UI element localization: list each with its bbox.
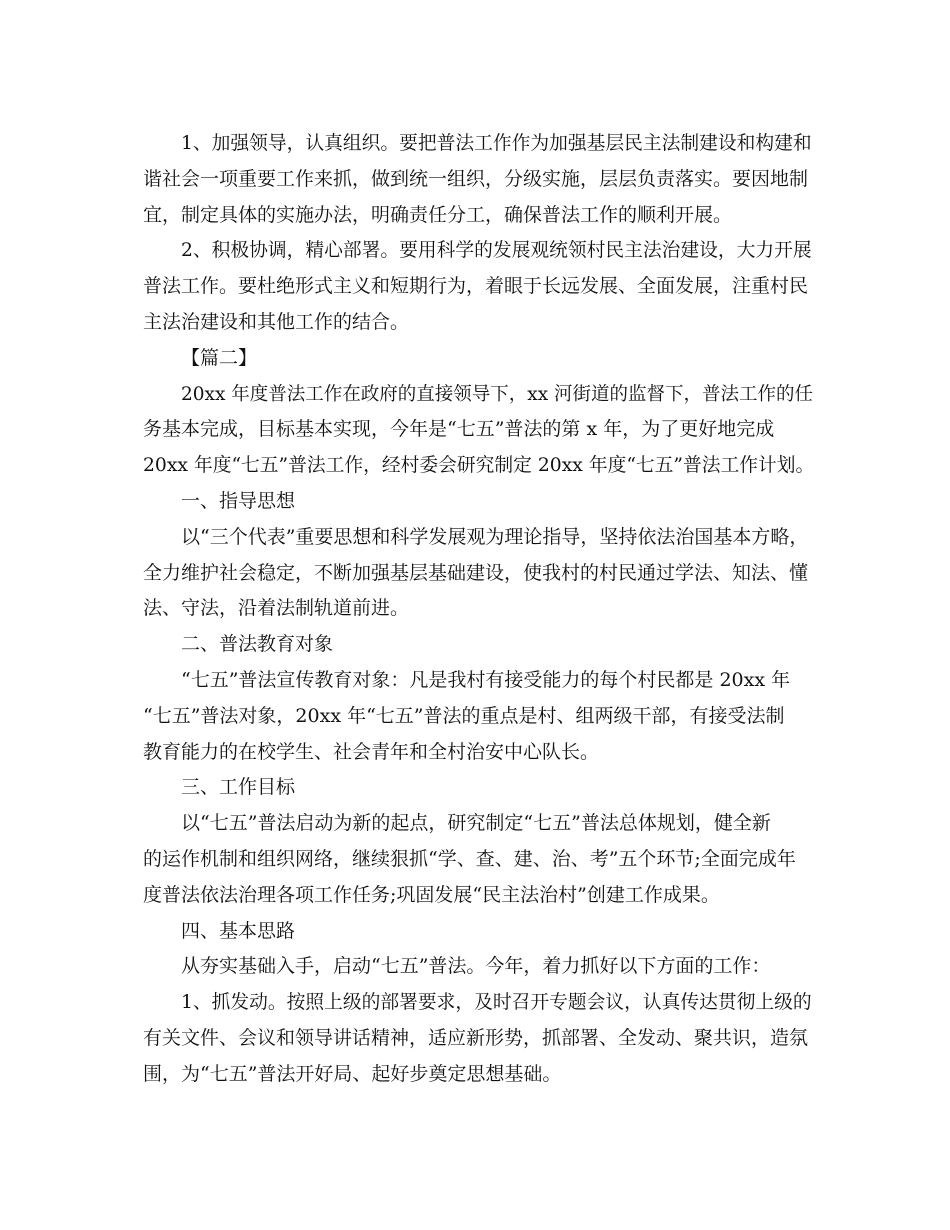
text-line: 从夯实基础入手，启动“七五”普法。今年，着力抓好以下方面的工作： <box>181 955 771 978</box>
section-heading: 四、基本思路 <box>181 919 296 942</box>
text-line: 围，为“七五”普法开好局、起好步奠定思想基础。 <box>143 1062 562 1085</box>
text-line: 2、积极协调，精心部署。要用科学的发展观统领村民主法治建设，大力开展 <box>181 240 812 262</box>
text-line: 务基本完成，目标基本实现，今年是“七五”普法的第 x 年，为了更好地完成 <box>143 418 775 441</box>
text-line: “七五”普法宣传教育对象：凡是我村有接受能力的每个村民都是 20xx 年 <box>181 668 791 691</box>
text-line: 以“三个代表”重要思想和科学发展观为理论指导，坚持依法治国基本方略， <box>181 525 809 548</box>
text-line: 教育能力的在校学生、社会青年和全村治安中心队长。 <box>143 740 600 763</box>
text-line: 20xx 年度“七五”普法工作，经村委会研究制定 20xx 年度“七五”普法工作计划。 <box>143 455 815 477</box>
text-line: “七五”普法对象，20xx 年“七五”普法的重点是村、组两级干部，有接受法制 <box>143 704 785 727</box>
text-line: 度普法依法治理各项工作任务;巩固发展“民主法治村”创建工作成果。 <box>143 883 720 906</box>
text-line: 全力维护社会稳定，不断加强基层基础建设，使我村的村民通过学法、知法、懂 <box>143 561 809 584</box>
document-body <box>143 126 813 1093</box>
section-heading: 三、工作目标 <box>181 776 296 799</box>
text-line: 宜，制定具体的实施办法，明确责任分工，确保普法工作的顺利开展。 <box>143 203 733 226</box>
section-heading: 【篇二】 <box>181 346 258 369</box>
text-line: 谐社会一项重要工作来抓，做到统一组织，分级实施，层层负责落实。要因地制 <box>143 167 809 190</box>
text-line: 主法治建设和其他工作的结合。 <box>143 310 410 333</box>
text-line: 的运作机制和组织网络，继续狠抓“学、查、建、治、考”五个环节;全面完成年 <box>143 847 796 870</box>
text-line: 法、守法，沿着法制轨道前进。 <box>143 597 410 620</box>
text-line: 20xx 年度普法工作在政府的直接领导下，xx 河街道的监督下，普法工作的任 <box>181 383 814 405</box>
text-line: 1、抓发动。按照上级的部署要求，及时召开专题会议，认真传达贯彻上级的 <box>181 992 812 1014</box>
text-line: 有关文件、会议和领导讲话精神，适应新形势，抓部署、全发动、聚共识，造氛 <box>143 1026 809 1049</box>
text-line: 1、加强领导，认真组织。要把普法工作作为加强基层民主法制建设和构建和 <box>181 133 812 154</box>
section-heading: 二、普法教育对象 <box>181 633 334 656</box>
section-heading: 一、指导思想 <box>181 489 296 512</box>
text-line: 以“七五”普法启动为新的起点，研究制定“七五”普法总体规划，健全新 <box>181 812 771 835</box>
text-line: 普法工作。要杜绝形式主义和短期行为，着眼于长远发展、全面发展，注重村民 <box>143 275 809 298</box>
